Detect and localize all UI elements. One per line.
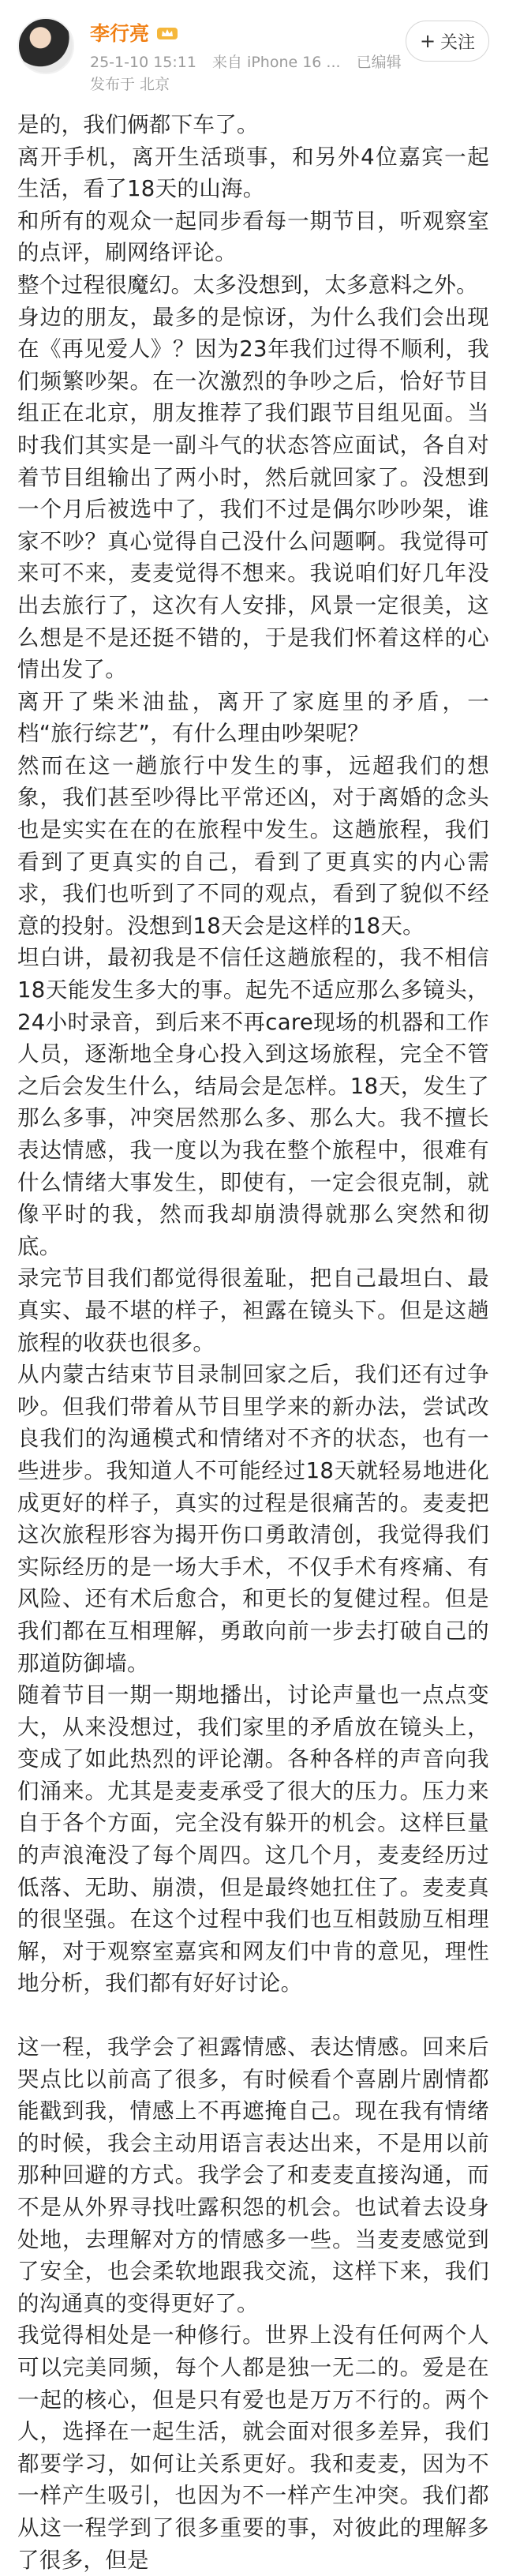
- post-paragraph: 离开手机，离开生活琐事，和另外4位嘉宾一起生活，看了18天的山海。: [17, 144, 489, 202]
- post-body: [17, 109, 489, 2576]
- post-paragraph: 是的，我们俩都下车了。: [17, 112, 259, 137]
- edited-label[interactable]: 已编辑: [356, 54, 402, 71]
- author-row: [90, 19, 179, 46]
- post-location: 发布于 北京: [90, 76, 170, 93]
- follow-label: 关注: [440, 32, 476, 53]
- post-paragraph: 坦白讲，最初我是不信任这趟旅程的，我不相信18天能发生多大的事。起先不适应那么多镜头，24小时录音，到后来不再care现场的机器和工作人员，逐渐地全身心投入到这场旅程，完全不管之后会发生什么，结局会是怎样。18天，发生了那么多事，冲突居然那么多、那么大。我不擅长表达情感，我一度以为我在整个旅程中，很难有什么情绪大事发生，即使有，一定会很克制，就像平时的我，然而我却崩溃得就那么突然和彻底。: [17, 945, 489, 1259]
- vip-crown-icon: [155, 24, 179, 41]
- follow-button[interactable]: [406, 21, 489, 62]
- post-paragraph: 随着节目一期一期地播出，讨论声量也一点点变大，从来没想过，我们家里的矛盾放在镜头上，变成了如此热烈的评论潮。各种各样的声音向我们涌来。尤其是麦麦承受了很大的压力。压力来自于各个方面，完全没有躲开的机会。这样巨量的声浪淹没了每个周四。这几个月，麦麦经历过低落、无助、崩溃，但是最终她扛住了。麦麦真的很坚强。在这个过程中我们也互相鼓励互相理解，对于观察室嘉宾和网友们中肯的意见，理性地分析，我们都有好好讨论。: [17, 1682, 489, 1997]
- post-paragraph: 我觉得相处是一种修行。世界上没有任何两个人可以完美同频，每个人都是独一无二的。爱是在一起的核心，但是只有爱也是万万不行的。两个人，选择在一起生活，就会面对很多差异，我们都要学习，如何让关系更好。我和麦麦，因为不一样产生吸引，也因为不一样产生冲突。我们都从这一程学到了很多重要的事，对彼此的理解多了很多，但是: [17, 2323, 489, 2573]
- post-paragraph: 和所有的观众一起同步看每一期节目，听观察室的点评，刷网络评论。: [17, 208, 489, 266]
- post-source: 来自 iPhone 16 ...: [212, 54, 341, 71]
- post-paragraph: 离开了柴米油盐，离开了家庭里的矛盾，一档“旅行综艺”，有什么理由吵架呢？: [17, 688, 489, 747]
- post-paragraph: 录完节目我们都觉得很羞耻，把自己最坦白、最真实、最不堪的样子，袒露在镜头下。但是这趟旅程的收获也很多。: [17, 1266, 489, 1355]
- paragraph-gap: [17, 2000, 489, 2031]
- post-paragraph: 身边的朋友，最多的是惊讶，为什么我们会出现在《再见爱人》？因为23年我们过得不顺利，我们频繁吵架。在一次激烈的争吵之后，恰好节目组正在北京，朋友推荐了我们跟节目组见面。当时我们其实是一副斗气的状态答应面试，各自对着节目组输出了两小时，然后就回家了。没想到一个月后被选中了，我们不过是偶尔吵吵架，谁家不吵？真心觉得自己没什么问题啊。我觉得可来可不来，麦麦觉得不想来。我说咱们好几年没出去旅行了，这次有人安排，风景一定很美，这么想是不是还挺不错的，于是我们怀着这样的心情出发了。: [17, 304, 489, 683]
- post-header: [0, 0, 505, 103]
- post-paragraph: 这一程，我学会了袒露情感、表达情感。回来后哭点比以前高了很多，有时候看个喜剧片剧情都能戳到我，情感上不再遮掩自己。现在我有情绪的时候，我会主动用语言表达出来，不是用以前那种回避的方式。我学会了和麦麦直接沟通，而不是从外界寻找吐露积怨的机会。也试着去设身处地，去理解对方的情感多一些。当麦麦感觉到了安全，也会柔软地跟我交流，这样下来，我们的沟通真的变得更好了。: [17, 2034, 489, 2316]
- post-date: 25-1-10 15:11: [90, 54, 196, 71]
- avatar[interactable]: [17, 17, 74, 74]
- author-name[interactable]: 李行亮: [90, 22, 150, 45]
- post-paragraph: 然而在这一趟旅行中发生的事，远超我们的想象，我们甚至吵得比平常还凶，对于离婚的念头也是实实在在的在旅程中发生。这趟旅程，我们看到了更真实的自己，看到了更真实的内心需求，我们也听到了不同的观点，看到了貌似不经意的投射。没想到18天会是这样的18天。: [17, 752, 489, 939]
- post-paragraph: 整个过程很魔幻。太多没想到，太多意料之外。: [17, 272, 478, 298]
- post-paragraph: 从内蒙古结束节目录制回家之后，我们还有过争吵。但我们带着从节目里学来的新办法，尝试改良我们的沟通模式和情绪对不齐的状态，也有一些进步。我知道人不可能经过18天就轻易地进化成更好的样子，真实的过程是很痛苦的。麦麦把这次旅程形容为揭开伤口勇敢清创，我觉得我们实际经历的是一场大手术，不仅手术有疼痛、有风险、还有术后愈合，和更长的复健过程。但是我们都在互相理解，勇敢向前一步去打破自己的那道防御墙。: [17, 1362, 489, 1676]
- plus-icon: +: [419, 30, 436, 52]
- post-meta: [90, 51, 413, 72]
